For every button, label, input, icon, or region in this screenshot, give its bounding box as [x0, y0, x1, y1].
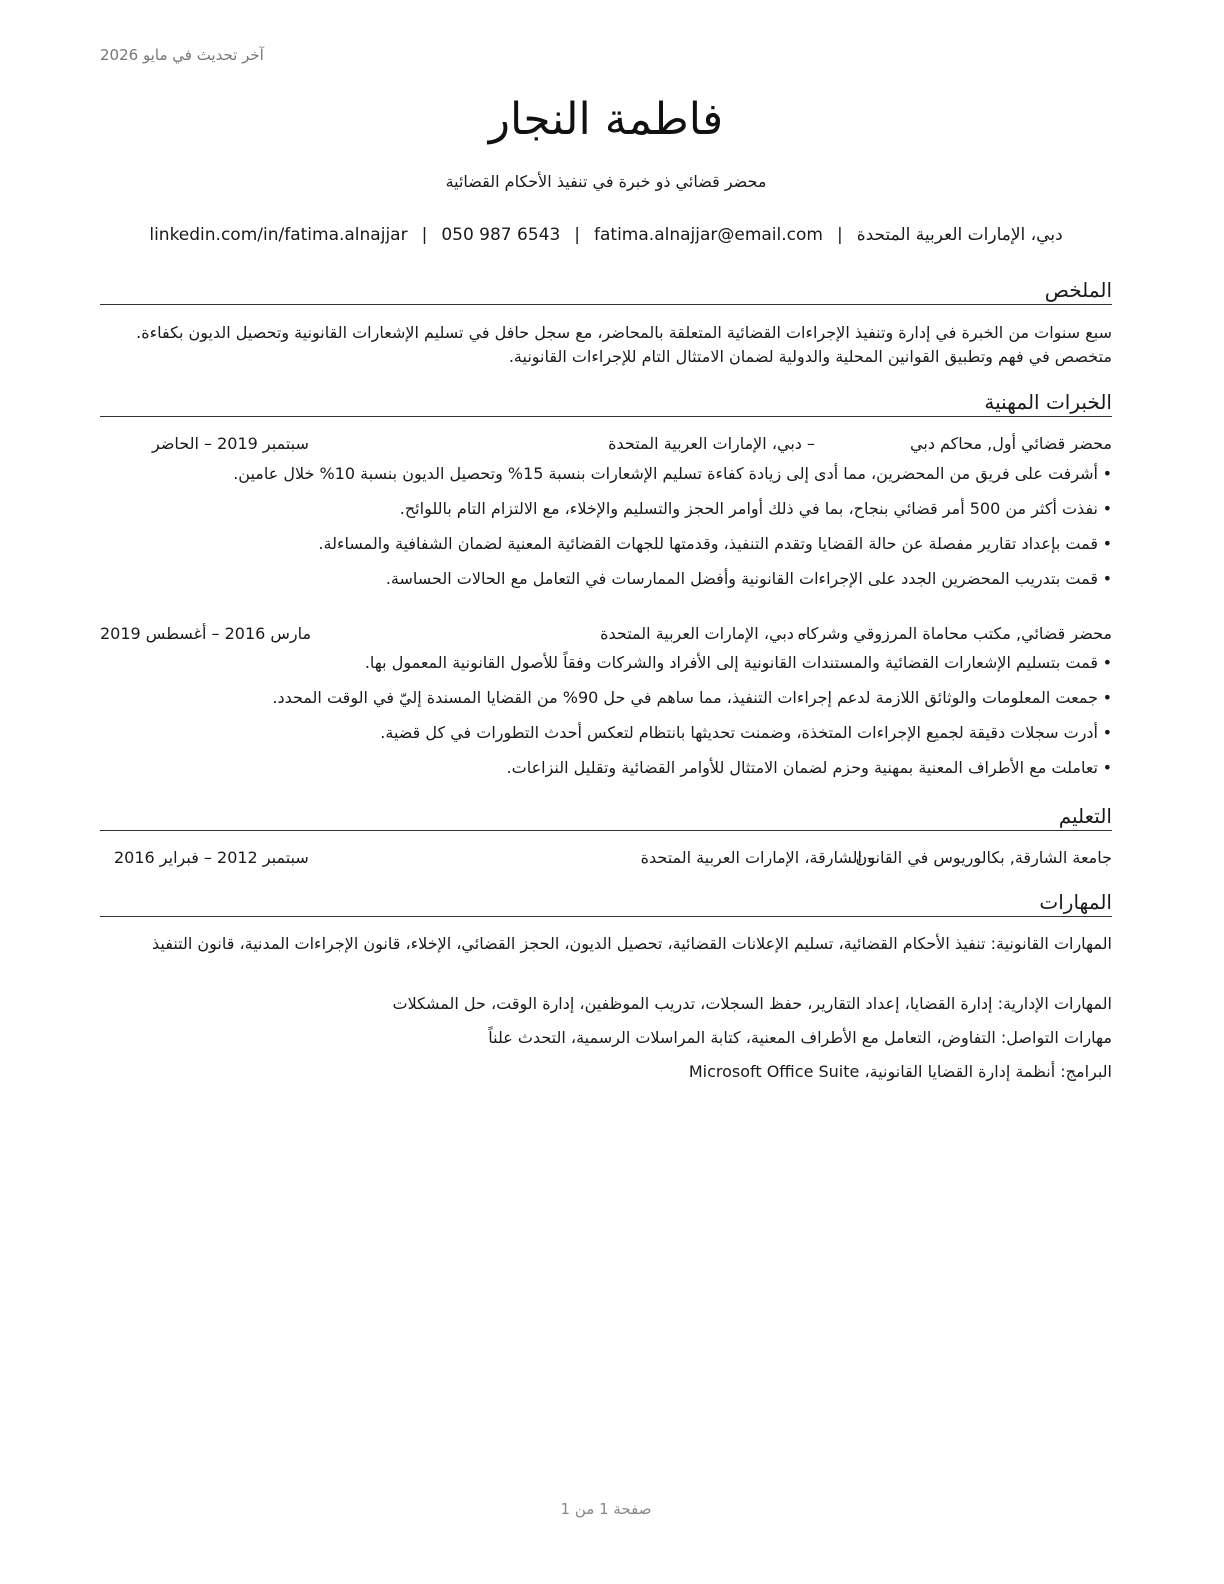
job-location: – دبي، الإمارات العربية المتحدة	[608, 434, 815, 453]
education-dates: سبتمبر 2012 – فبراير 2016	[114, 848, 309, 867]
job-dates: مارس 2016 – أغسطس 2019	[100, 624, 312, 643]
job-header	[100, 432, 1112, 456]
candidate-name: فاطمة النجار	[488, 94, 724, 145]
list-item: • أشرفت على فريق من المحضرين، مما أدى إلى زيادة كفاءة تسليم الإشعارات بنسبة 15% وتحصيل الديون بنسبة 10% خلال عامين.	[100, 462, 1112, 486]
contact-line	[100, 222, 1112, 248]
job-role: محضر قضائي أول, محاكم دبي	[910, 434, 1112, 453]
section-title-skills: المهارات	[100, 888, 1112, 917]
contact-linkedin[interactable]: linkedin.com/in/fatima.alnajjar	[149, 225, 408, 245]
job-location: – دبي، الإمارات العربية المتحدة	[600, 624, 807, 643]
list-item: • أدرت سجلات دقيقة لجميع الإجراءات المتخذة، وضمنت تحديثها بانتظام لتعكس أحدث التطورات في كل قضية.	[100, 721, 1112, 745]
contact-phone: 050 987 6543	[441, 225, 561, 245]
resume-page	[100, 0, 1112, 1584]
list-item: • جمعت المعلومات والوثائق اللازمة لدعم إجراءات التنفيذ، مما ساهم في حل 90% من القضايا المسندة إليّ في الوقت المحدد.	[100, 686, 1112, 710]
section-title-experience: الخبرات المهنية	[100, 388, 1112, 417]
skill-line: مهارات التواصل: التفاوض، التعامل مع الأطراف المعنية، كتابة المراسلات الرسمية، التحدث علناً	[488, 1028, 1112, 1047]
job-role: محضر قضائي, مكتب محاماة المرزوقي وشركاه	[797, 624, 1112, 643]
job-bullets	[100, 651, 1112, 791]
job-dates: سبتمبر 2019 – الحاضر	[152, 434, 309, 453]
page-number: صفحة 1 من 1	[560, 1500, 652, 1518]
contact-separator: |	[574, 225, 581, 245]
list-item: • تعاملت مع الأطراف المعنية بمهنية وحزم لضمان الامتثال للأوامر القضائية وتقليل النزاعات.	[100, 756, 1112, 780]
list-item: • قمت بإعداد تقارير مفصلة عن حالة القضايا وتقدم التنفيذ، وقدمتها للجهات القضائية المعنية لضمان الشفافية والمساءلة.	[100, 532, 1112, 556]
last-updated-text: آخر تحديث في مايو 2026	[100, 46, 264, 64]
section-title-education: التعليم	[100, 802, 1112, 831]
section-title-summary: الملخص	[100, 276, 1112, 305]
skill-line: المهارات القانونية: تنفيذ الأحكام القضائية، تسليم الإعلانات القضائية، تحصيل الديون، الحجز القضائي، الإخلاء، قانون الإجراءات المدنية، قانون التنفيذ	[152, 934, 1112, 953]
job-header	[100, 622, 1112, 646]
contact-separator: |	[421, 225, 428, 245]
contact-separator: |	[836, 225, 843, 245]
list-item: • قمت بتدريب المحضرين الجدد على الإجراءات القانونية وأفضل الممارسات في التعامل مع الحالات الحساسة.	[100, 567, 1112, 591]
contact-location: دبي، الإمارات العربية المتحدة	[856, 225, 1063, 245]
education-location: – الشارقة، الإمارات العربية المتحدة	[640, 848, 875, 867]
skill-line: البرامج: أنظمة إدارة القضايا القانونية، Microsoft Office Suite	[688, 1062, 1112, 1081]
skill-line: المهارات الإدارية: إدارة القضايا، إعداد التقارير، حفظ السجلات، تدريب الموظفين، إدارة الوقت، حل المشكلات	[392, 994, 1112, 1013]
candidate-tagline: محضر قضائي ذو خبرة في تنفيذ الأحكام القضائية	[445, 172, 767, 191]
job-bullets	[100, 462, 1112, 602]
summary-text: سبع سنوات من الخبرة في إدارة وتنفيذ الإجراءات القضائية المتعلقة بالمحاضر، مع سجل حافل في تسليم الإشعارات القانونية وتحصيل الديون بكفاءة. متخصص في فهم وتطبيق القوانين المحلية والدولية لضمان الامتثال التام للإجراءات القانونية.	[136, 323, 1112, 366]
contact-email[interactable]: fatima.alnajjar@email.com	[594, 225, 823, 245]
list-item: • قمت بتسليم الإشعارات القضائية والمستندات القانونية إلى الأفراد والشركات وفقاً للأصول القانونية المعمول بها.	[100, 651, 1112, 675]
list-item: • نفذت أكثر من 500 أمر قضائي بنجاح، بما في ذلك أوامر الحجز والتسليم والإخلاء، مع الالتزام التام باللوائح.	[100, 497, 1112, 521]
education-entry	[100, 846, 1112, 870]
education-school: جامعة الشارقة, بكالوريوس في القانون	[855, 848, 1112, 867]
